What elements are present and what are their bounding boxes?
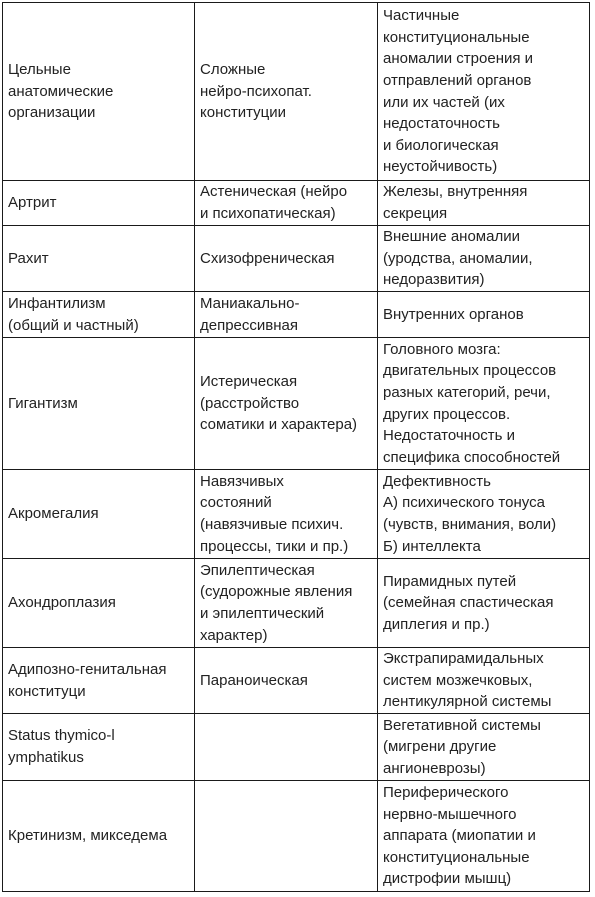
- table-cell-anatomical: Гигантизм: [3, 338, 195, 470]
- table-cell-constitution: Астеническая (нейро и психопатическая): [195, 181, 378, 226]
- table-cell-anomaly: Частичные конституциональные аномалии строения и отправлений органов или их частей (их недостаточность и биологическая неустойчивость): [378, 3, 590, 181]
- table-cell-anatomical: Рахит: [3, 226, 195, 292]
- table-cell-constitution: Сложные нейро-психопат. конституции: [195, 3, 378, 181]
- table-cell-anomaly: Экстрапирамидальных систем мозжечковых, лентикулярной системы: [378, 648, 590, 714]
- table-cell-anomaly: Внешние аномалии (уродства, аномалии, недоразвития): [378, 226, 590, 292]
- table-cell-constitution: Истерическая (расстройство соматики и характера): [195, 338, 378, 470]
- table-cell-anomaly: Внутренних органов: [378, 292, 590, 338]
- table-cell-anatomical: Status thymico-l ymphatikus: [3, 714, 195, 781]
- table-cell-anomaly: Головного мозга: двигательных процессов разных категорий, речи, других процессов. Недостаточность и специфика способностей: [378, 338, 590, 470]
- table-row: [3, 181, 590, 226]
- table-cell-anomaly: Периферического нервно-мышечного аппарата (миопатии и конституциональные дистрофии мышц): [378, 781, 590, 892]
- table-row: [3, 3, 590, 181]
- table-cell-anatomical: Инфантилизм (общий и частный): [3, 292, 195, 338]
- table-cell-anatomical: Цельные анатомические организации: [3, 3, 195, 181]
- table-row: [3, 648, 590, 714]
- table-cell-anatomical: Акромегалия: [3, 470, 195, 559]
- table-cell-anomaly: Вегетативной системы (мигрени другие ангионеврозы): [378, 714, 590, 781]
- table-cell-anomaly: Пирамидных путей (семейная спастическая диплегия и пр.): [378, 559, 590, 648]
- table-cell-constitution: Навязчивых состояний (навязчивые психич. процессы, тики и пр.): [195, 470, 378, 559]
- table-cell-anatomical: Кретинизм, микседема: [3, 781, 195, 892]
- table-cell-anatomical: Ахондроплазия: [3, 559, 195, 648]
- table-cell-anatomical: Артрит: [3, 181, 195, 226]
- table-cell-constitution: Эпилептическая (судорожные явления и эпилептический характер): [195, 559, 378, 648]
- table-cell-constitution: [195, 781, 378, 892]
- table-row: [3, 470, 590, 559]
- table-cell-constitution: Параноическая: [195, 648, 378, 714]
- table-row: [3, 781, 590, 892]
- table-cell-anatomical: Адипозно-генитальная конституци: [3, 648, 195, 714]
- table-row: [3, 226, 590, 292]
- classification-table: [2, 2, 590, 892]
- table-row: [3, 559, 590, 648]
- table-cell-constitution: [195, 714, 378, 781]
- table-cell-constitution: Маниакально- депрессивная: [195, 292, 378, 338]
- table-cell-anomaly: Дефективность А) психического тонуса (чувств, внимания, воли) Б) интеллекта: [378, 470, 590, 559]
- table-cell-constitution: Схизофреническая: [195, 226, 378, 292]
- table-row: [3, 714, 590, 781]
- table-row: [3, 292, 590, 338]
- table-row: [3, 338, 590, 470]
- table-cell-anomaly: Железы, внутренняя секреция: [378, 181, 590, 226]
